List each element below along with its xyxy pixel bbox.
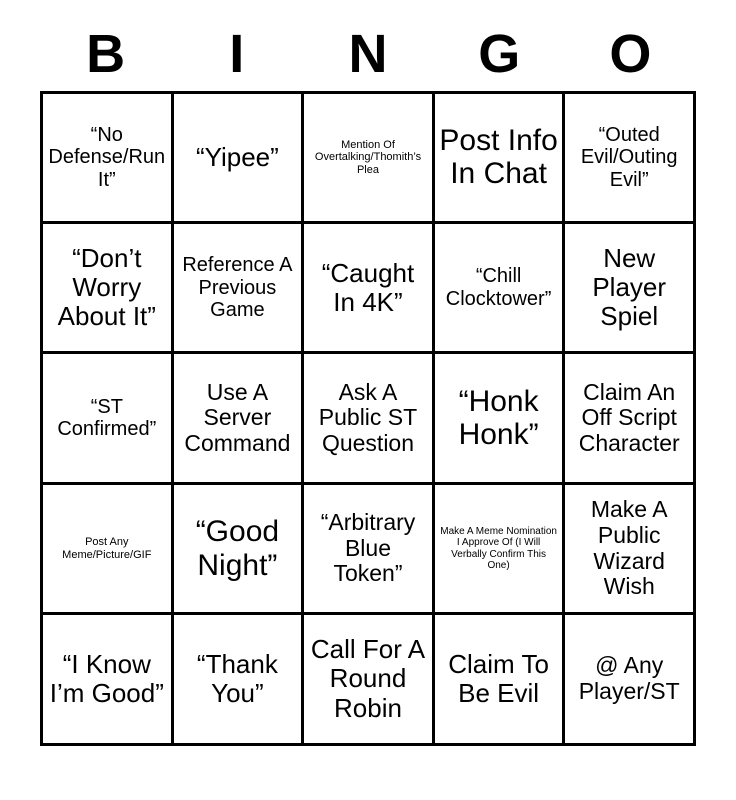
bingo-cell-text: Claim To Be Evil xyxy=(448,648,549,708)
bingo-cell[interactable] xyxy=(174,224,305,354)
bingo-cell-text: “Don’t Worry About It” xyxy=(57,243,156,332)
bingo-cell-text: “ST Confirmed” xyxy=(57,395,157,441)
bingo-cell[interactable] xyxy=(304,615,435,745)
bingo-cell-text: Call For A Round Robin xyxy=(310,634,426,723)
bingo-cell[interactable] xyxy=(43,615,174,745)
bingo-cell[interactable] xyxy=(174,94,305,224)
bingo-cell[interactable] xyxy=(174,615,305,745)
bingo-cell-text: Ask A Public ST Question xyxy=(318,378,418,457)
bingo-cell[interactable] xyxy=(304,485,435,615)
bingo-cell[interactable] xyxy=(43,485,174,615)
bingo-cell[interactable] xyxy=(565,485,696,615)
header-letter-i: I xyxy=(229,24,245,84)
bingo-cell-text: “No Defense/Run It” xyxy=(48,123,166,191)
header-letter-n: N xyxy=(348,24,388,84)
bingo-cell[interactable] xyxy=(435,224,566,354)
bingo-cell[interactable] xyxy=(565,224,696,354)
bingo-cell[interactable] xyxy=(304,354,435,484)
bingo-cell[interactable] xyxy=(565,94,696,224)
bingo-cell-text: Make A Public Wizard Wish xyxy=(590,496,668,600)
bingo-grid xyxy=(40,91,696,746)
bingo-cell-text: “Good Night” xyxy=(195,514,280,582)
bingo-cell[interactable] xyxy=(43,94,174,224)
header-letter-b: B xyxy=(86,24,126,84)
bingo-cell-text: Claim An Off Script Character xyxy=(578,378,680,457)
bingo-cell-text: “Thank You” xyxy=(196,648,278,708)
bingo-cell-text: Post Any Meme/Picture/GIF xyxy=(62,536,152,561)
bingo-cell-text: “Yipee” xyxy=(195,141,279,172)
bingo-cell[interactable] xyxy=(565,354,696,484)
bingo-cell[interactable] xyxy=(435,94,566,224)
bingo-cell-text: “I Know I’m Good” xyxy=(49,648,164,708)
bingo-cell-text: Use A Server Command xyxy=(184,378,291,457)
bingo-cell-text: @ Any Player/ST xyxy=(578,652,680,704)
bingo-cell-text: Post Info In Chat xyxy=(439,123,558,191)
bingo-cell[interactable] xyxy=(43,354,174,484)
bingo-cell-text: “Outed Evil/Outing Evil” xyxy=(580,123,678,191)
bingo-cell-text: New Player Spiel xyxy=(592,243,667,332)
bingo-cell-text: Mention Of Overtalking/Thomith’s Plea xyxy=(314,138,422,176)
bingo-cell-text: “Honk Honk” xyxy=(458,384,539,452)
bingo-cell-text: “Arbitrary Blue Token” xyxy=(320,508,416,587)
bingo-cell-text: “Caught In 4K” xyxy=(321,257,415,317)
bingo-cell-text: Make A Meme Nomination I Approve Of (I Will Verbally Confirm This One) xyxy=(440,526,557,571)
bingo-cell[interactable] xyxy=(43,224,174,354)
bingo-cell[interactable] xyxy=(304,224,435,354)
header-letter-o: O xyxy=(609,24,652,84)
bingo-cell[interactable] xyxy=(435,615,566,745)
bingo-cell[interactable] xyxy=(304,94,435,224)
bingo-cell[interactable] xyxy=(174,485,305,615)
bingo-cell[interactable] xyxy=(435,354,566,484)
bingo-cell-text: “Chill Clocktower” xyxy=(445,265,552,310)
bingo-cell[interactable] xyxy=(174,354,305,484)
bingo-cell[interactable] xyxy=(565,615,696,745)
header-letter-g: G xyxy=(478,24,521,84)
bingo-cell-text: Reference A Previous Game xyxy=(182,254,293,321)
bingo-header xyxy=(40,26,696,83)
bingo-cell[interactable] xyxy=(435,485,566,615)
